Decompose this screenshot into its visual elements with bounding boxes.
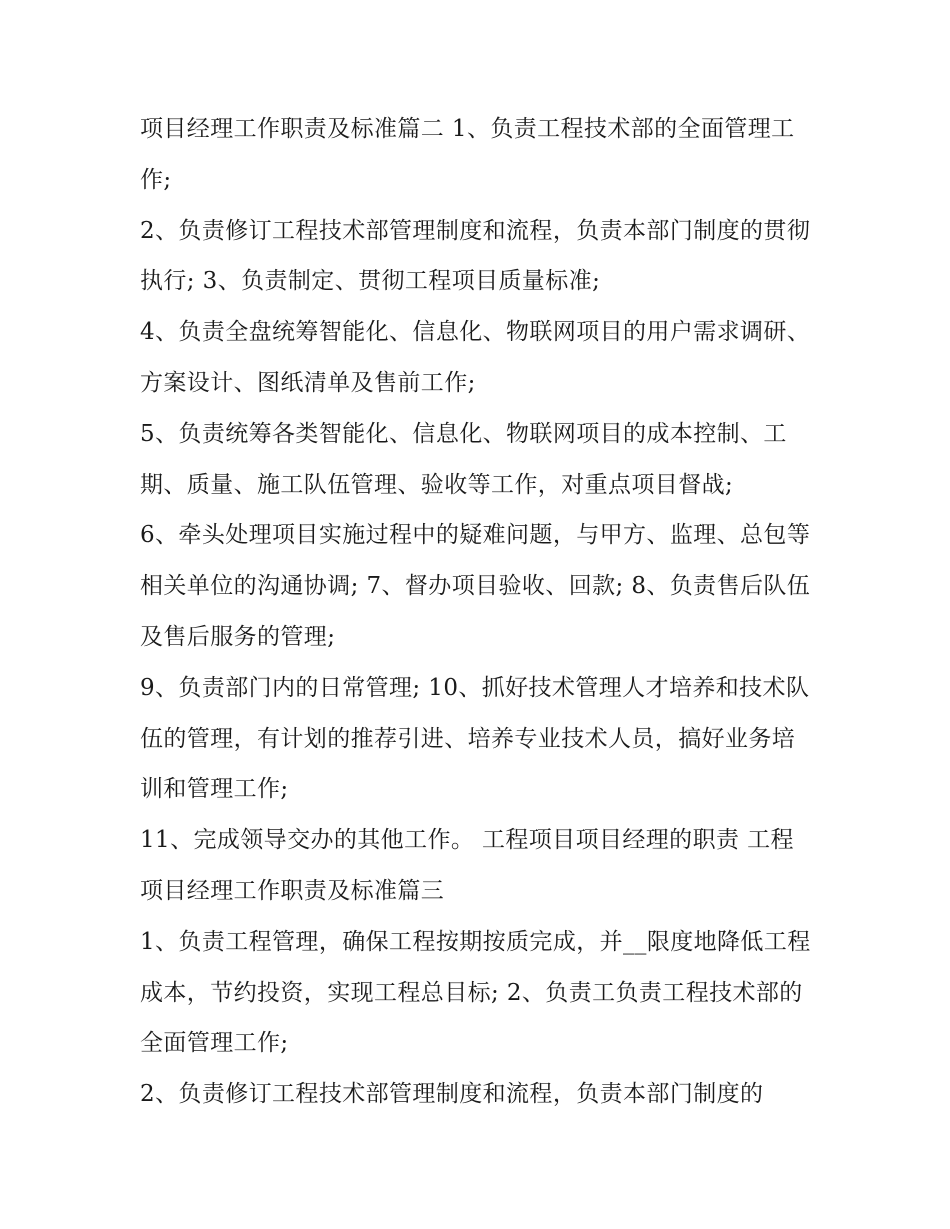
paragraph-3: 4、负责全盘统筹智能化、信息化、物联网项目的用户需求调研、方案设计、图纸清单及售前工作; [140, 319, 811, 396]
paragraph-6: 9、负责部门内的日常管理; 10、抓好技术管理人才培养和技术队伍的管理，有计划的推荐引进、培养专业技术人员，搞好业务培训和管理工作; [140, 674, 810, 803]
paragraph-4: 5、负责统筹各类智能化、信息化、物联网项目的成本控制、工期、质量、施工队伍管理、验收等工作，对重点项目督战; [140, 420, 787, 498]
paragraph-2: 2、负责修订工程技术部管理制度和流程，负责本部门制度的贯彻执行; 3、负责制定、贯彻工程项目质量标准; [140, 217, 811, 295]
paragraph-1: 项目经理工作职责及标准篇二 1、负责工程技术部的全面管理工作; [140, 116, 795, 193]
paragraph-8: 1、负责工程管理，确保工程按期按质完成，并__限度地降低工程成本，节约投资，实现工程总目标; 2、负责工负责工程技术部的全面管理工作; [140, 928, 811, 1057]
paragraph-5: 6、牵头处理项目实施过程中的疑难问题，与甲方、监理、总包等相关单位的沟通协调; 7、督办项目验收、回款; 8、负责售后队伍及售后服务的管理; [140, 522, 811, 650]
paragraph-7: 11、完成领导交办的其他工作。 工程项目项目经理的职责 工程项目经理工作职责及标准篇三 [140, 827, 794, 904]
paragraph-9: 2、负责修订工程技术部管理制度和流程，负责本部门制度的 [140, 1081, 764, 1108]
document-body [140, 104, 812, 1120]
